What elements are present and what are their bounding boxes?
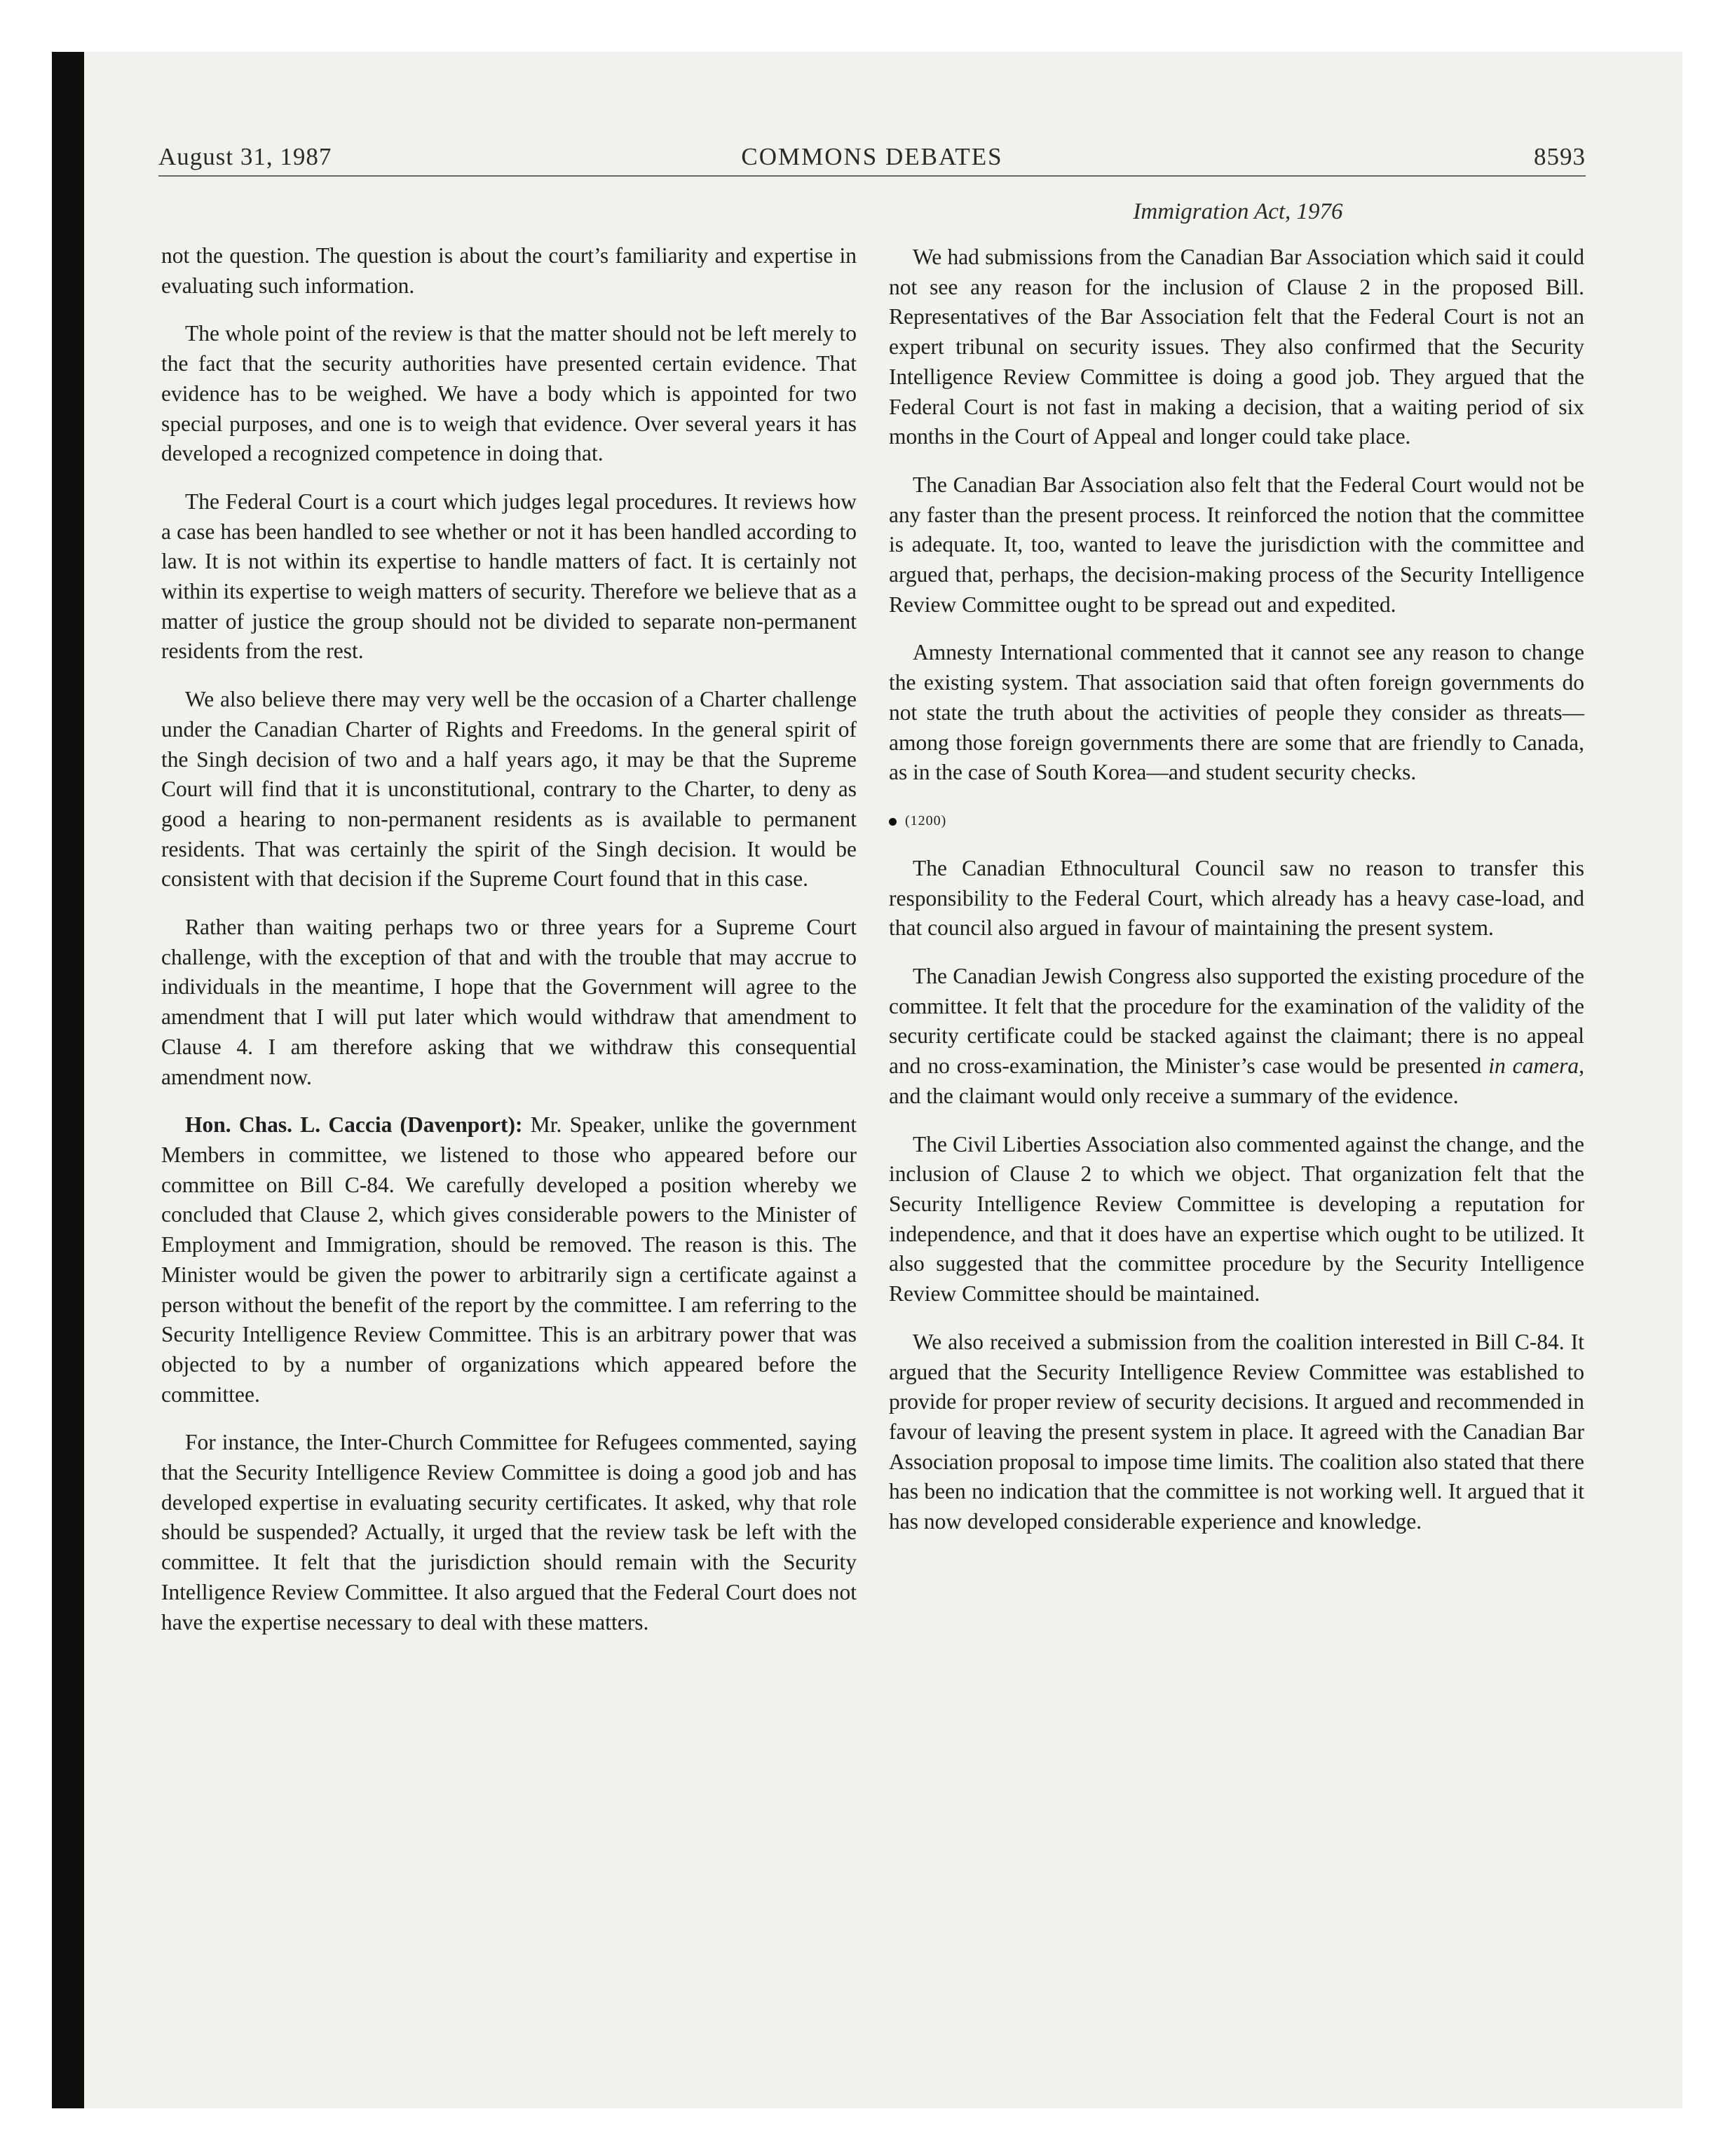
paragraph: The Federal Court is a court which judges legal procedures. It reviews how a case has been handled to see whether or not it has been handled according to law. It is not within its expertise to handle matters of fact. It is certainly not within its expertise to weigh matters of security. Therefore we believe that as a matter of justice the group should not be divided to separate non-permanent residents from the rest.: [161, 489, 857, 664]
time-marker-text: (1200): [905, 812, 947, 828]
paragraph: not the question. The question is about the court’s familiarity and expertise in evaluating such information.: [161, 243, 857, 298]
paragraph: The Civil Liberties Association also commented against the change, and the inclusion of Clause 2 to which we object. That organization felt that the Security Intelligence Review Committee is developing a reputation for independence, and that it does have an expertise which ought to be utilized. It also suggested that the committee procedure by the Security Intelligence Review Committee should be maintained.: [889, 1131, 1584, 1306]
running-head: Immigration Act, 1976: [1133, 199, 1343, 224]
paragraph: Rather than waiting perhaps two or three years for a Supreme Court challenge, with the exception of that and with the trouble that may accrue to individuals in the meantime, I hope that the Government will agree to the amendment that I will put later which would withdraw that amendment to Clause 4. I am therefore asking that we withdraw this consequential amendment now.: [161, 915, 857, 1089]
header-date: August 31, 1987: [158, 143, 332, 170]
paragraph: We also believe there may very well be the occasion of a Charter challenge under the Canadian Charter of Rights and Freedoms. In the general spirit of the Singh decision of two and a half years ago, it may be that the Supreme Court will find that it is unconstitutional, contrary to the Charter, to deny as good a hearing to non-permanent residents as is available to permanent residents. That was certainly the spirit of the Singh decision. It would be consistent with that decision if the Supreme Court found that in this case.: [161, 687, 857, 892]
header-page-number: 8593: [1534, 143, 1586, 170]
paragraph-text: The Canadian Jewish Congress also supported the existing procedure of the committee. It felt that the procedure for the examination of the validity of the security certificate could be stacked against the claimant; there is no appeal and no cross-examination, the Minister’s case would be presented: [889, 964, 1584, 1079]
time-marker: [889, 806, 1584, 835]
paragraph: The Canadian Bar Association also felt that the Federal Court would not be any faster than the present process. It reinforced the notion that the committee is adequate. It, too, wanted to leave the jurisdiction with the committee and argued that, perhaps, the decision-making process of the Security Intelligence Review Committee ought to be spread out and expedited.: [889, 472, 1584, 617]
speech-text: Mr. Speaker, unlike the government Members in committee, we listened to those who appeared before our committee on Bill C-84. We carefully developed a position whereby we concluded that Clause 2, which gives considerable powers to the Minister of Employment and Immigration, should be removed. The reason is this. The Minister would be given the power to arbitrarily sign a certificate against a person without the benefit of the report by the committee. I am referring to the Security Intelligence Review Committee. This is an arbitrary power that was objected to by a number of organizations which appeared before the committee.: [161, 1112, 857, 1407]
paragraph: We had submissions from the Canadian Bar Association which said it could not see any reason for the inclusion of Clause 2 in the proposed Bill. Representatives of the Bar Association felt that the Federal Court is not an expert tribunal on security issues. They also confirmed that the Security Intelligence Review Committee is doing a good job. They argued that the Federal Court is not fast in making a decision, that a waiting period of six months in the Court of Appeal and longer could take place.: [889, 245, 1584, 449]
page-header: [158, 143, 1586, 178]
paragraph: [889, 962, 1584, 1112]
paragraph: For instance, the Inter-Church Committee for Refugees commented, saying that the Security Intelligence Review Committee is doing a good job and has developed expertise in evaluating security certificates. It asked, why that role should be suspended? Actually, it urged that the review task be left with the committee. It felt that the jurisdiction should remain with the Security Intelligence Review Committee. It also argued that the Federal Court does not have the expertise necessary to deal with these matters.: [161, 1430, 857, 1635]
left-column: [161, 241, 857, 1656]
scan-edge-bar: [52, 52, 84, 2108]
paragraph: We also received a submission from the coalition interested in Bill C-84. It argued that the Security Intelligence Review Committee was established to provide for proper review of security decisions. It argued and recommended in favour of leaving the present system in place. It agreed with the Canadian Bar Association proposal to impose time limits. The coalition also stated that there has been no indication that the committee is not working well. It argued that it has now developed considerable experience and knowledge.: [889, 1329, 1584, 1534]
speaker-name: Hon. Chas. L. Caccia (Davenport):: [185, 1112, 523, 1138]
paragraph: Amnesty International commented that it cannot see any reason to change the existing system. That association said that often foreign governments do not state the truth about the activities of people they consider as threats—among those foreign governments there are some that are friendly to Canada, as in the case of South Korea—and student security checks.: [889, 640, 1584, 785]
header-rule: [158, 175, 1586, 177]
italic-phrase: in camera: [1488, 1053, 1579, 1079]
right-column: [889, 243, 1584, 1555]
speaker-paragraph: [161, 1110, 857, 1410]
paragraph: The Canadian Ethnocultural Council saw no reason to transfer this responsibility to the Federal Court, which already has a heavy case-load, and that council also argued in favour of maintaining the present system.: [889, 855, 1584, 941]
paragraph-text: , and the claimant would only receive a summary of the evidence.: [889, 1053, 1584, 1108]
bullet-dot-icon: [889, 818, 897, 826]
paragraph: The whole point of the review is that the matter should not be left merely to the fact that the security authorities have presented certain evidence. That evidence has to be weighed. We have a body which is appointed for two special purposes, and one is to weigh that evidence. Over several years it has developed a recognized competence in doing that.: [161, 321, 857, 466]
header-publication: COMMONS DEBATES: [741, 143, 1003, 170]
